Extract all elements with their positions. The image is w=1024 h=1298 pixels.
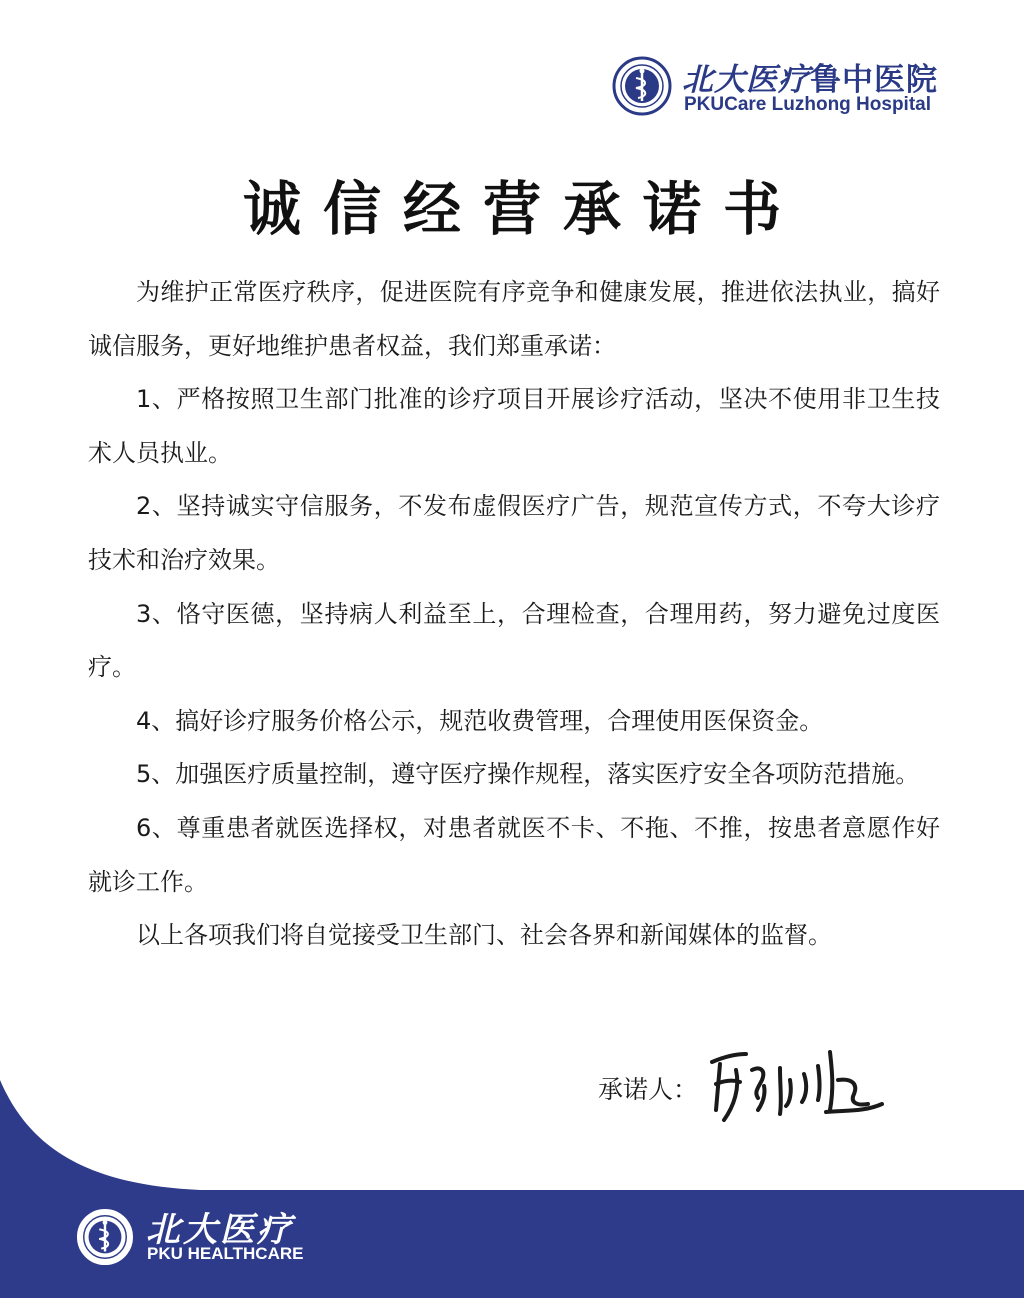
footer-brand-en: PKU HEALTHCARE [147, 1244, 304, 1263]
intro-paragraph: 为维护正常医疗秩序，促进医院有序竞争和健康发展，推进依法执业，搞好诚信服务，更好地维护患者权益，我们郑重承诺： [88, 278, 940, 360]
document-title: 诚信经营承诺书 [242, 175, 803, 243]
footer-logo [76, 1208, 376, 1272]
hospital-name-en: PKUCare Luzhong Hospital [684, 94, 932, 115]
commitment-item-4: 4、搞好诊疗服务价格公示，规范收费管理，合理使用医保资金。 [136, 706, 824, 735]
commitment-item-3: 3、恪守医德，坚持病人利益至上，合理检查，合理用药，努力避免过度医疗。 [88, 599, 940, 682]
pku-healthcare-emblem-icon [612, 56, 672, 116]
footer-brand-cn: 北大医疗 [146, 1210, 294, 1250]
header-logo [612, 56, 962, 116]
hospital-name-cn [682, 54, 938, 99]
commitment-item-2: 2、坚持诚实守信服务，不发布虚假医疗广告，规范宣传方式，不夸大诊疗技术和治疗效果。 [88, 492, 940, 574]
commitment-item-1: 1、严格按照卫生部门批准的诊疗项目开展诊疗活动，坚决不使用非卫生技术人员执业。 [88, 385, 940, 467]
signature-label: 承诺人： [598, 1075, 699, 1104]
branch-name-cn: 鲁中医院 [810, 62, 938, 98]
document-body [88, 266, 940, 963]
commitment-item-5: 5、加强医疗质量控制，遵守医疗操作规程，落实医疗安全各项防范措施。 [136, 760, 920, 789]
brand-name-cn: 北大医疗 [682, 62, 810, 98]
commitment-item-6: 6、尊重患者就医选择权，对患者就医不卡、不拖、不推，按患者意愿作好就诊工作。 [88, 813, 940, 896]
closing-paragraph: 以上各项我们将自觉接受卫生部门、社会各界和新闻媒体的监督。 [136, 921, 832, 950]
pku-healthcare-emblem-icon [76, 1208, 134, 1266]
